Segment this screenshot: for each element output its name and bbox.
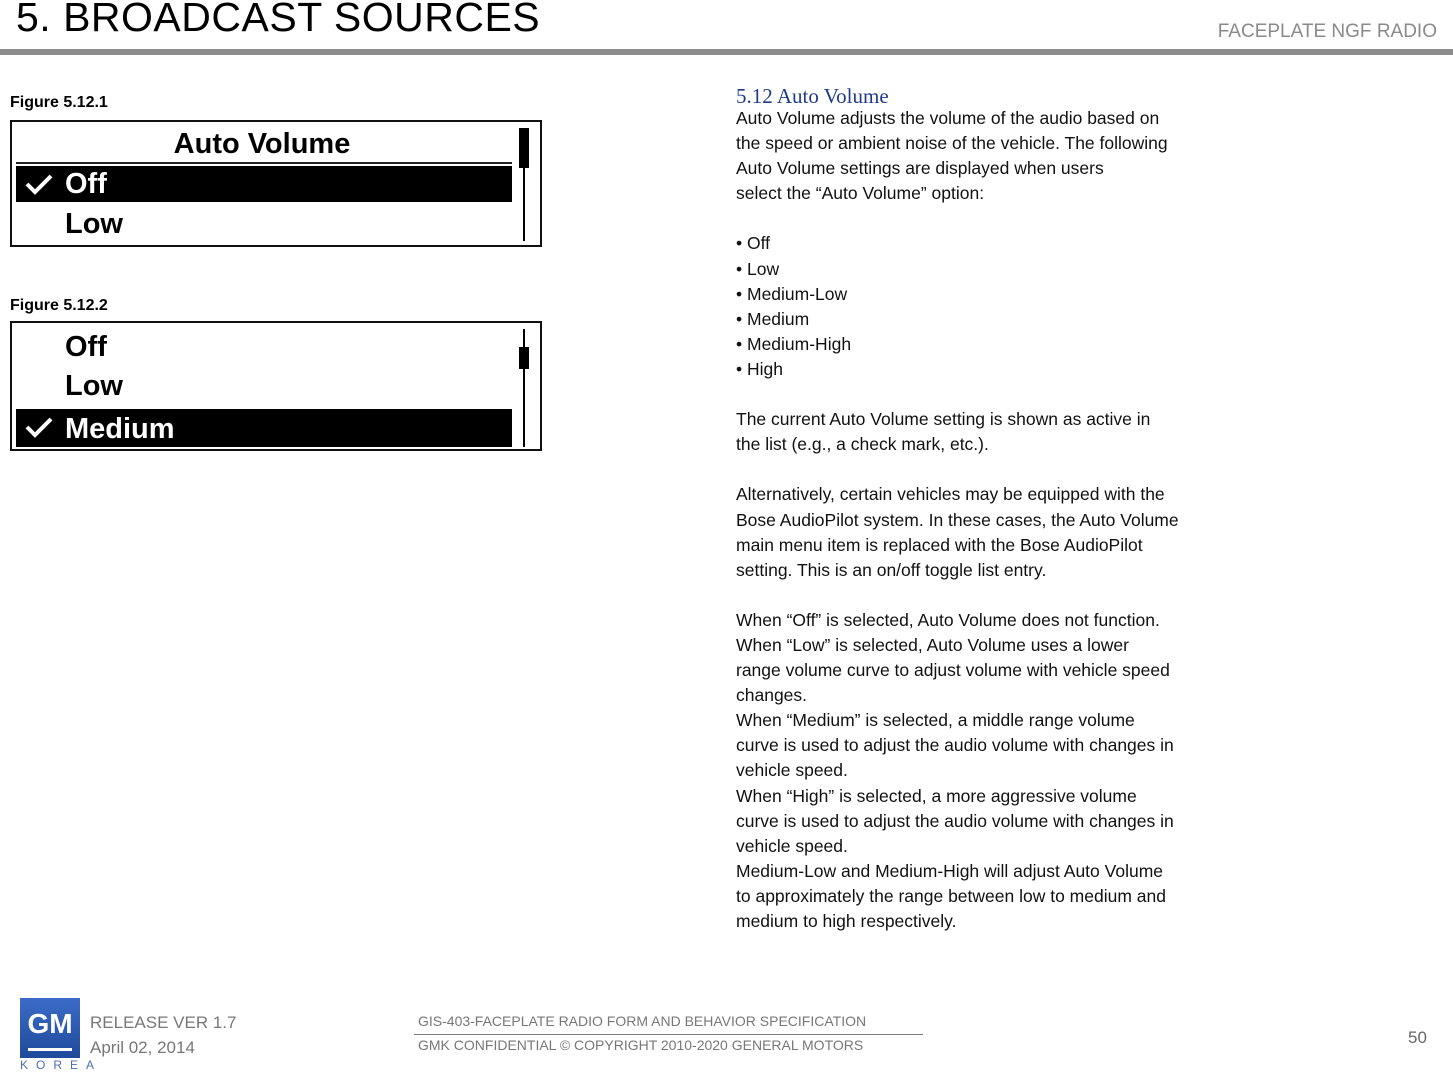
header-divider — [0, 49, 1453, 55]
section-body — [736, 106, 1236, 934]
figure-1-screen — [10, 120, 542, 247]
body-line: The current Auto Volume setting is shown as active in — [736, 409, 1151, 430]
option-bullet: • Off — [736, 233, 771, 254]
body-line: Medium-Low and Medium-High will adjust Auto Volume — [736, 860, 1164, 881]
option-bullet: • Low — [736, 258, 780, 279]
document-header-label: FACEPLATE NGF RADIO — [1217, 21, 1437, 42]
release-version: RELEASE VER 1.7 — [90, 1013, 237, 1032]
body-line: changes. — [736, 685, 808, 706]
copyright-notice: GMK CONFIDENTIAL © COPYRIGHT 2010-2020 GENERAL MOTORS — [418, 1037, 864, 1053]
gm-logo — [20, 998, 80, 1058]
body-line: vehicle speed. — [736, 760, 848, 781]
option-bullet: • Medium-High — [736, 333, 852, 354]
body-line: curve is used to adjust the audio volume with changes in — [736, 810, 1174, 831]
body-line: the speed or ambient noise of the vehicle. The following — [736, 133, 1168, 154]
body-line: Auto Volume settings are displayed when users — [736, 158, 1104, 179]
release-info — [90, 1010, 236, 1060]
body-line: When “Low” is selected, Auto Volume uses a lower — [736, 634, 1129, 655]
section-title: 5.12 Auto Volume — [736, 84, 889, 108]
figure-2-caption: Figure 5.12.2 — [10, 297, 108, 314]
body-line: curve is used to adjust the audio volume with changes in — [736, 735, 1174, 756]
body-line: main menu item is replaced with the Bose AudioPilot — [736, 534, 1143, 555]
body-line: vehicle speed. — [736, 835, 848, 856]
option-bullet: • Medium-Low — [736, 283, 848, 304]
page-title: 5. BROADCAST SOURCES — [16, 0, 541, 40]
body-line: Bose AudioPilot system. In these cases, the Auto Volume — [736, 509, 1179, 530]
body-line: Alternatively, certain vehicles may be equipped with the — [736, 484, 1165, 505]
check-icon — [24, 172, 54, 196]
body-line: select the “Auto Volume” option: — [736, 183, 985, 204]
release-date: April 02, 2014 — [90, 1038, 195, 1057]
list-item-low — [16, 368, 512, 404]
scrollbar-thumb — [519, 128, 529, 168]
list-item-label: Low — [65, 208, 123, 240]
gm-logo-text: GM — [27, 1008, 73, 1039]
scrollbar-thumb — [519, 347, 529, 369]
list-item-label: Medium — [65, 413, 175, 445]
list-item-label: Low — [65, 370, 123, 402]
list-item-medium-selected — [16, 409, 512, 447]
body-line: Auto Volume adjusts the volume of the audio based on — [736, 108, 1160, 128]
list-item-low — [16, 206, 512, 242]
gm-korea-label: KOREA — [20, 1058, 103, 1072]
footer-divider — [414, 1034, 923, 1035]
body-line: setting. This is an on/off toggle list entry. — [736, 559, 1047, 580]
page-number: 50 — [1408, 1028, 1427, 1047]
option-bullet: • Medium — [736, 308, 810, 329]
option-bullet: • High — [736, 358, 783, 379]
body-line: to approximately the range between low to medium and — [736, 885, 1166, 906]
body-line: When “High” is selected, a more aggressive volume — [736, 785, 1137, 806]
title-underline — [16, 162, 512, 164]
list-item-label: Off — [65, 331, 107, 363]
figure-2-screen — [10, 321, 542, 451]
body-line: range volume curve to adjust volume with vehicle speed — [736, 660, 1170, 681]
screen-title: Auto Volume — [173, 128, 351, 160]
body-line: When “Medium” is selected, a middle range volume — [736, 710, 1135, 731]
figure-1-caption: Figure 5.12.1 — [10, 94, 108, 111]
spec-title: GIS-403-FACEPLATE RADIO FORM AND BEHAVIOR SPECIFICATION — [418, 1013, 867, 1029]
body-line: medium to high respectively. — [736, 911, 957, 931]
check-icon — [24, 415, 54, 439]
list-item-label: Off — [65, 168, 107, 200]
list-item-off — [16, 329, 512, 365]
list-item-off-selected — [16, 166, 512, 202]
body-line: the list (e.g., a check mark, etc.). — [736, 434, 989, 455]
body-line: When “Off” is selected, Auto Volume does not function. — [736, 609, 1160, 630]
